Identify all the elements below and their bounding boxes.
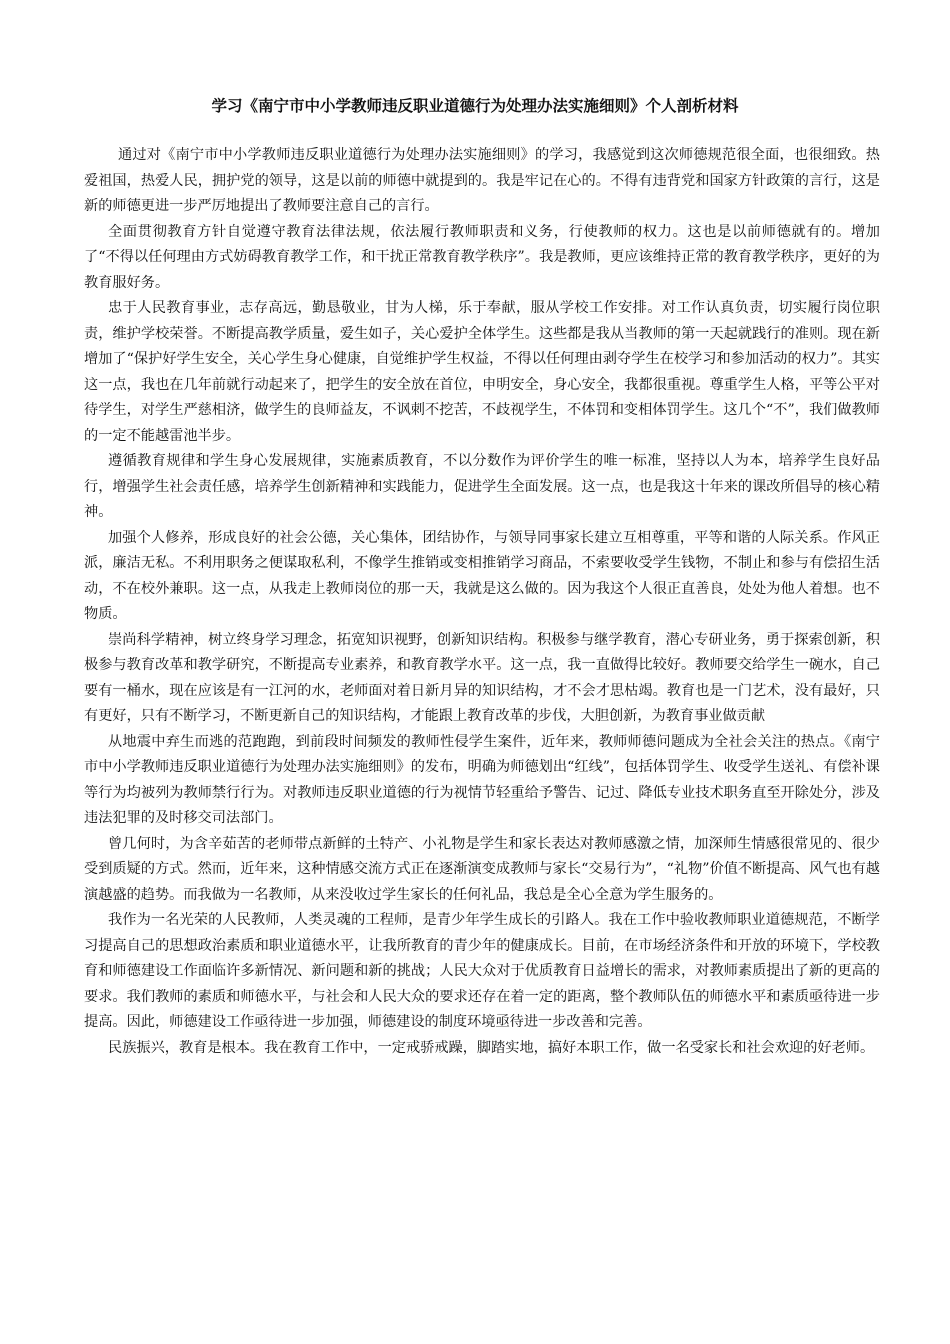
- paragraph: 曾几何时，为含辛茹苦的老师带点新鲜的土特产、小礼物是学生和家长表达对教师感激之情，加深师生情感很常见的、很少受到质疑的方式。然而，近年来，这种情感交流方式正在逐渐演变成教师与家长“交易行为”，“礼物”价值不断提高、风气也有越演越盛的趋势。而我做为一名教师，从来没收过学生家长的任何礼品，我总是全心全意为学生服务的。: [84, 835, 880, 903]
- document-body: [84, 143, 880, 1061]
- document-title: 学习《南宁市中小学教师违反职业道德行为处理办法实施细则》个人剖析材料: [211, 96, 739, 115]
- paragraph: 全面贯彻教育方针自觉遵守教育法律法规，依法履行教师职责和义务，行使教师的权力。这也是以前师德就有的。增加了“不得以任何理由方式妨碍教育教学工作，和干扰正常教育教学秩序”。我是教师，更应该维持正常的教育教学秩序，更好的为教育服好务。: [84, 223, 880, 291]
- paragraph: 崇尚科学精神，树立终身学习理念，拓宽知识视野，创新知识结构。积极参与继学教育，潜心专研业务，勇于探索创新，积极参与教育改革和教学研究，不断提高专业素养，和教育教学水平。这一点，我一直做得比较好。教师要交给学生一碗水，自己要有一桶水，现在应该是有一江河的水，老师面对着日新月异的知识结构，才不会才思枯竭。教育也是一门艺术，没有最好，只有更好，只有不断学习，不断更新自己的知识结构，才能跟上教育改革的步伐，大胆创新，为教育事业做贡献: [84, 631, 880, 724]
- paragraph: 遵循教育规律和学生身心发展规律，实施素质教育，不以分数作为评价学生的唯一标准，坚持以人为本，培养学生良好品行，增强学生社会责任感，培养学生创新精神和实践能力，促进学生全面发展。这一点，也是我这十年来的课改所倡导的核心精神。: [84, 453, 880, 520]
- paragraph: 民族振兴，教育是根本。我在教育工作中，一定戒骄戒躁，脚踏实地，搞好本职工作，做一名受家长和社会欢迎的好老师。: [108, 1039, 875, 1056]
- paragraph: 忠于人民教育事业，志存高远，勤恳敬业，甘为人梯，乐于奉献，服从学校工作安排。对工作认真负责，切实履行岗位职责，维护学校荣誉。不断提高教学质量，爱生如子，关心爱护全体学生。这些都是我从当教师的第一天起就践行的准则。现在新增加了“保护好学生安全，关心学生身心健康，自觉维护学生权益，不得以任何理由剥夺学生在校学习和参加活动的权力”。其实这一点，我也在几年前就行动起来了，把学生的安全放在首位，申明安全，身心安全，我都很重视。尊重学生人格，平等公平对待学生，对学生严慈相济，做学生的良师益友，不讽刺不挖苦，不歧视学生，不体罚和变相体罚学生。这几个“不”，我们做教师的一定不能越雷池半步。: [84, 300, 880, 444]
- paragraph: 从地震中弃生而逃的范跑跑，到前段时间频发的教师性侵学生案件，近年来，教师师德问题成为全社会关注的热点。《南宁市中小学教师违反职业道德行为处理办法实施细则》的发布，明确为师德划出“红线”，包括体罚学生、收受学生送礼、有偿补课等行为均被列为教师禁行行为。对教师违反职业道德的行为视情节轻重给予警告、记过、降低专业技术职务直至开除处分，涉及违法犯罪的及时移交司法部门。: [84, 733, 880, 826]
- paragraph: 通过对《南宁市中小学教师违反职业道德行为处理办法实施细则》的学习，我感觉到这次师德规范很全面，也很细致。热爱祖国，热爱人民，拥护党的领导，这是以前的师德中就提到的。我是牢记在心的。不得有违背党和国家方针政策的言行，这是新的师德更进一步严厉地提出了教师要注意自己的言行。: [84, 147, 880, 214]
- paragraph: 我作为一名光荣的人民教师，人类灵魂的工程师，是青少年学生成长的引路人。我在工作中验收教师职业道德规范，不断学习提高自己的思想政治素质和职业道德水平，让我所教育的青少年的健康成长。目前，在市场经济条件和开放的环境下，学校教育和师德建设工作面临许多新情况、新问题和新的挑战；人民大众对于优质教育日益增长的需求，对教师素质提出了新的更高的要求。我们教师的素质和师德水平，与社会和人民大众的要求还存在着一定的距离，整个教师队伍的师德水平和素质亟待进一步提高。因此，师德建设工作亟待进一步加强，师德建设的制度环境亟待进一步改善和完善。: [84, 912, 880, 1030]
- paragraph: 加强个人修养，形成良好的社会公德，关心集体，团结协作，与领导同事家长建立互相尊重，平等和谐的人际关系。作风正派，廉洁无私。不利用职务之便谋取私利，不像学生推销或变相推销学习商品，不索要收受学生钱物，不制止和参与有偿招生活动，不在校外兼职。这一点，从我走上教师岗位的那一天，我就是这么做的。因为我这个人很正直善良，处处为他人着想。也不物质。: [84, 529, 880, 622]
